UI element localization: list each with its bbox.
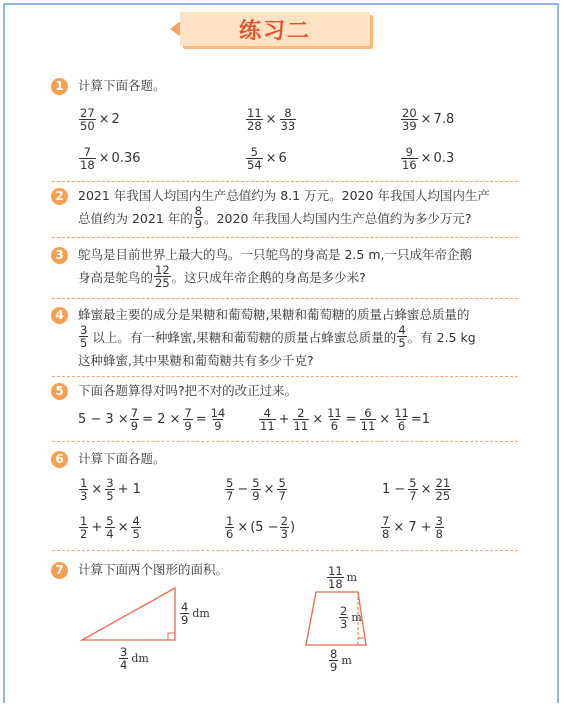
question-text-line: 2021 年我国人均国内生产总值约为 8.1 万元。2020 年我国人均国内生产: [78, 188, 490, 203]
question-text-line: 这种蜂蜜,其中果糖和葡萄糖共有多少千克?: [78, 353, 314, 368]
fraction: $\frac{8}{9}$: [194, 204, 203, 231]
question-prompt: 计算下面各题。: [78, 78, 166, 93]
expression-1b: $\frac{11}{28}$ × $\frac{8}{33}$: [247, 106, 296, 133]
question-number-badge: 6: [51, 451, 68, 468]
fraction: $\frac{11}{6}$: [394, 406, 409, 433]
fraction: $\frac{4}{9}$: [181, 600, 189, 627]
fraction: $\frac{1}{3}$: [80, 476, 88, 503]
fraction: $\frac{2}{11}$: [293, 406, 309, 433]
expression-1d: $\frac{7}{18}$ × 0.36: [80, 145, 141, 172]
fraction: $\frac{8}{9}$: [330, 647, 338, 674]
question-text-line: 蜂蜜最主要的成分是果糖和葡萄糖,果糖和葡萄糖的质量占蜂蜜总质量的: [78, 307, 470, 322]
fraction: $\frac{5}{7}$: [226, 476, 234, 503]
fraction: $\frac{14}{9}$: [210, 406, 226, 433]
fraction: $\frac{11}{28}$: [247, 106, 262, 133]
fraction: $\frac{3}{8}$: [435, 514, 443, 541]
fraction: $\frac{4}{11}$: [260, 406, 275, 433]
fraction: $\frac{5}{4}$: [106, 514, 114, 541]
right-angle-marker: [168, 633, 175, 640]
trapezoid-top-label: $\frac{11}{18}$ m: [328, 564, 358, 591]
fraction: $\frac{20}{39}$: [402, 106, 417, 133]
question-prompt: 计算下面两个图形的面积。: [78, 562, 229, 577]
question-text-line: 身高是鸵鸟的 $\frac{12}{25}$ 。这只成年帝企鹅的身高是多少米?: [78, 263, 366, 290]
fraction: $\frac{2}{3}$: [340, 604, 348, 631]
expression-1c: $\frac{20}{39}$ × 7.8: [402, 106, 455, 133]
fraction: $\frac{2}{3}$: [280, 514, 288, 541]
fraction: $\frac{4}{5}$: [398, 323, 406, 350]
expression-6f: $\frac{7}{8}$ × 7 + $\frac{3}{8}$: [382, 514, 443, 541]
question-number-badge: 4: [51, 307, 68, 324]
fraction: $\frac{11}{6}$: [327, 406, 342, 433]
expression-1f: $\frac{9}{16}$ × 0.3: [402, 145, 455, 172]
expression-1a: $\frac{27}{50}$ × 2: [80, 106, 120, 133]
trapezoid-height-label: $\frac{2}{3}$ m: [340, 604, 362, 631]
fraction: $\frac{7}{9}$: [130, 406, 139, 433]
question-text-line: 鸵鸟是目前世界上最大的鸟。一只鸵鸟的身高是 2.5 m,一只成年帝企鹅: [78, 247, 472, 262]
fraction: $\frac{9}{16}$: [402, 145, 417, 172]
triangle-height-label: $\frac{4}{9}$ dm: [181, 600, 210, 627]
question-number-badge: 7: [51, 562, 68, 579]
fraction: $\frac{8}{33}$: [280, 106, 296, 133]
question-text-line: $\frac{3}{5}$ 以上。有一种蜂蜜,果糖和葡萄糖的质量占蜂蜜总质量的 $\frac{4}{5}$ 。有 2.5 kg: [80, 323, 476, 350]
fraction: $\frac{5}{7}$: [409, 476, 417, 503]
fraction: $\frac{11}{18}$: [328, 564, 343, 591]
expression-6c: 1 − $\frac{5}{7}$ × $\frac{21}{25}$: [382, 476, 451, 503]
fraction: $\frac{7}{8}$: [382, 514, 390, 541]
fraction: $\frac{27}{50}$: [80, 106, 95, 133]
right-triangle-shape: [82, 588, 175, 640]
trapezoid-bottom-label: $\frac{8}{9}$ m: [330, 647, 352, 674]
fraction: $\frac{12}{25}$: [155, 263, 170, 290]
equation-2: $\frac{4}{11}$ + $\frac{2}{11}$ × $\frac{11}{6}$ = $\frac{6}{11}$ × $\frac{11}{6}$ =1: [260, 406, 430, 433]
question-number-badge: 3: [51, 247, 68, 264]
fraction: $\frac{5}{7}$: [278, 476, 286, 503]
expression-6b: $\frac{5}{7}$ − $\frac{5}{9}$ × $\frac{5}{7}$: [226, 476, 286, 503]
question-number-badge: 1: [51, 78, 68, 95]
page-title: 练习二: [238, 18, 311, 44]
fraction: $\frac{3}{5}$: [106, 476, 114, 503]
fraction: $\frac{1}{6}$: [226, 514, 234, 541]
expression-6a: $\frac{1}{3}$ × $\frac{3}{5}$ + 1: [80, 476, 141, 503]
expression-6e: $\frac{1}{6}$ × (5 − $\frac{2}{3}$ ): [226, 514, 296, 541]
question-text-line: 总值约为 2021 年的 $\frac{8}{9}$ 。2020 年我国人均国内生产总值约为多少万元?: [78, 204, 472, 231]
equation-1: 5 − 3 × $\frac{7}{9}$ = 2 × $\frac{7}{9}$ = $\frac{14}{9}$: [78, 406, 226, 433]
fraction: $\frac{3}{5}$: [80, 323, 88, 350]
fraction: $\frac{5}{9}$: [252, 476, 260, 503]
question-number-badge: 5: [51, 383, 68, 400]
expression-1e: $\frac{5}{54}$ × 6: [247, 145, 287, 172]
question-prompt: 下面各题算得对吗?把不对的改正过来。: [78, 383, 298, 398]
fraction: $\frac{3}{4}$: [120, 645, 128, 672]
fraction: $\frac{4}{5}$: [132, 514, 140, 541]
expression-6d: $\frac{1}{2}$ + $\frac{5}{4}$ × $\frac{4}{5}$: [80, 514, 140, 541]
fraction: $\frac{5}{54}$: [247, 145, 262, 172]
triangle-base-label: $\frac{3}{4}$ dm: [120, 645, 149, 672]
fraction: $\frac{6}{11}$: [360, 406, 376, 433]
question-number-badge: 2: [51, 188, 68, 205]
fraction: $\frac{1}{2}$: [80, 514, 88, 541]
question-prompt: 计算下面各题。: [78, 451, 166, 466]
fraction: $\frac{21}{25}$: [435, 476, 451, 503]
fraction: $\frac{7}{18}$: [80, 145, 95, 172]
fraction: $\frac{7}{9}$: [184, 406, 192, 433]
